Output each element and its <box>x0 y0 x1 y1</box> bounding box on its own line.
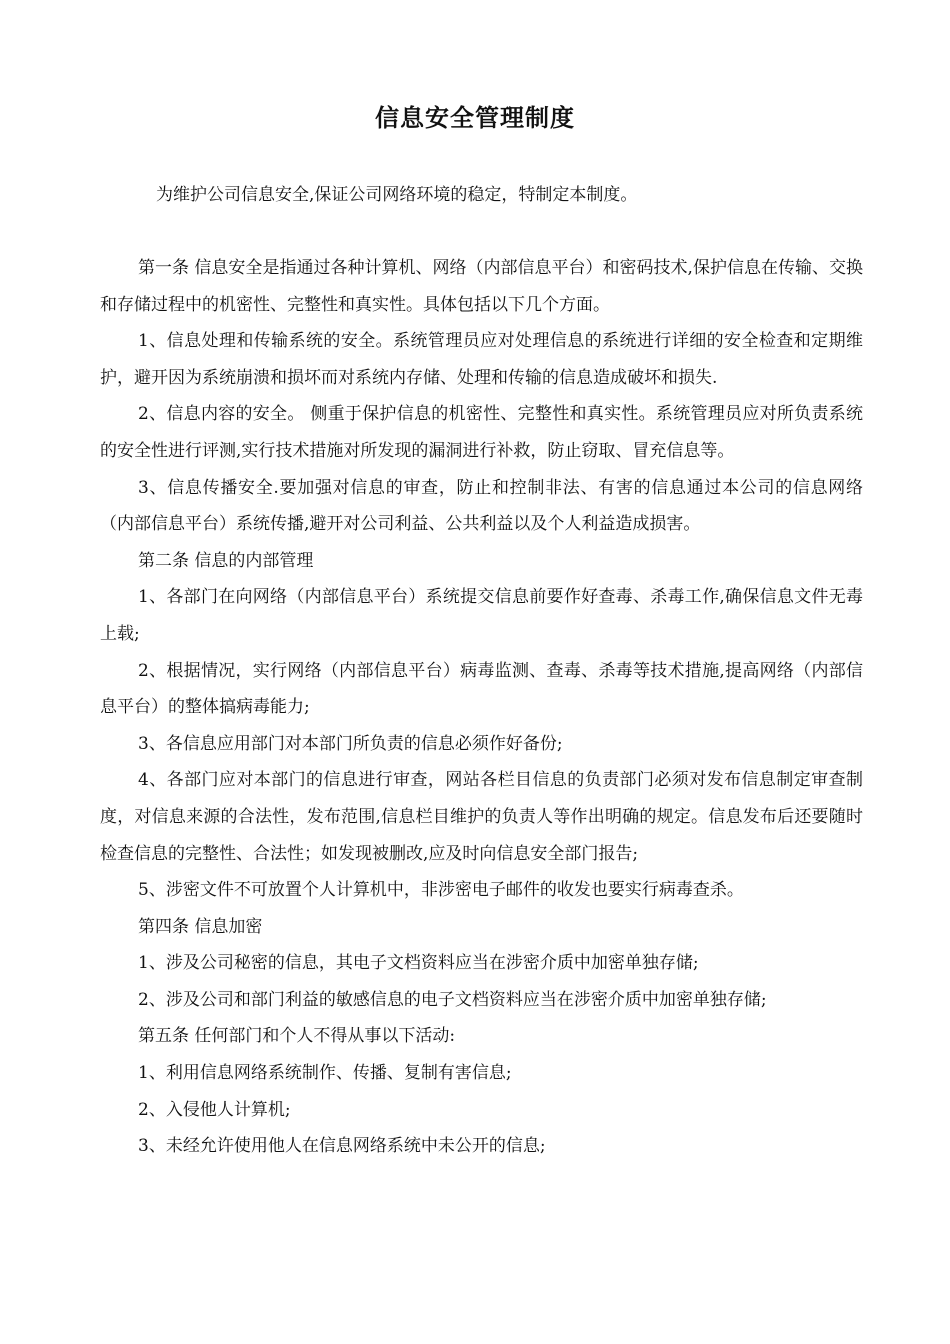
article-2-item-1: 1、各部门在向网络（内部信息平台）系统提交信息前要作好查毒、杀毒工作,确保信息文件无毒上载; <box>100 587 863 644</box>
article-4-item-2: 2、涉及公司和部门利益的敏感信息的电子文档资料应当在涉密介质中加密单独存储; <box>138 989 767 1010</box>
article-1-heading-paragraph: 第一条 信息安全是指通过各种计算机、网络（内部信息平台）和密码技术,保护信息在传输、交换和存储过程中的机密性、完整性和真实性。具体包括以下几个方面。 <box>100 258 863 315</box>
article-4-heading: 第四条 信息加密 <box>138 916 263 937</box>
intro-paragraph: 为维护公司信息安全,保证公司网络环境的稳定，特制定本制度。 <box>156 185 638 205</box>
article-2-item-5: 5、涉密文件不可放置个人计算机中，非涉密电子邮件的收发也要实行病毒查杀。 <box>138 880 744 901</box>
document-body <box>100 250 863 1165</box>
article-5-heading: 第五条 任何部门和个人不得从事以下活动: <box>138 1026 456 1047</box>
article-2-item-4: 4、各部门应对本部门的信息进行审查，网站各栏目信息的负责部门必须对发布信息制定审查制度，对信息来源的合法性，发布范围,信息栏目维护的负责人等作出明确的规定。信息发布后还要随时检查信息的完整性、合法性；如发现被删改,应及时向信息安全部门报告; <box>100 770 863 864</box>
article-1-item-3: 3、信息传播安全.要加强对信息的审查，防止和控制非法、有害的信息通过本公司的信息网络（内部信息平台）系统传播,避开对公司利益、公共利益以及个人利益造成损害。 <box>100 477 863 535</box>
article-2-item-3: 3、各信息应用部门对本部门所负责的信息必须作好备份; <box>138 733 563 754</box>
article-2-item-2: 2、根据情况，实行网络（内部信息平台）病毒监测、查毒、杀毒等技术措施,提高网络（内部信息平台）的整体搞病毒能力; <box>100 660 863 718</box>
article-5-item-1: 1、利用信息网络系统制作、传播、复制有害信息; <box>138 1063 512 1084</box>
article-1-item-2: 2、信息内容的安全。 侧重于保护信息的机密性、完整性和真实性。系统管理员应对所负责系统的安全性进行评测,实行技术措施对所发现的漏洞进行补救，防止窃取、冒充信息等。 <box>100 404 863 461</box>
article-1-item-1: 1、信息处理和传输系统的安全。系统管理员应对处理信息的系统进行详细的安全检查和定期维护，避开因为系统崩溃和损坏而对系统内存储、处理和传输的信息造成破坏和损失. <box>100 331 863 388</box>
document-title: 信息安全管理制度 <box>375 104 575 132</box>
article-5-item-2: 2、入侵他人计算机; <box>138 1099 291 1120</box>
article-2-heading: 第二条 信息的内部管理 <box>138 550 314 571</box>
article-5-item-3: 3、未经允许使用他人在信息网络系统中未公开的信息; <box>138 1136 546 1157</box>
article-4-item-1: 1、涉及公司秘密的信息，其电子文档资料应当在涉密介质中加密单独存储; <box>138 953 699 974</box>
